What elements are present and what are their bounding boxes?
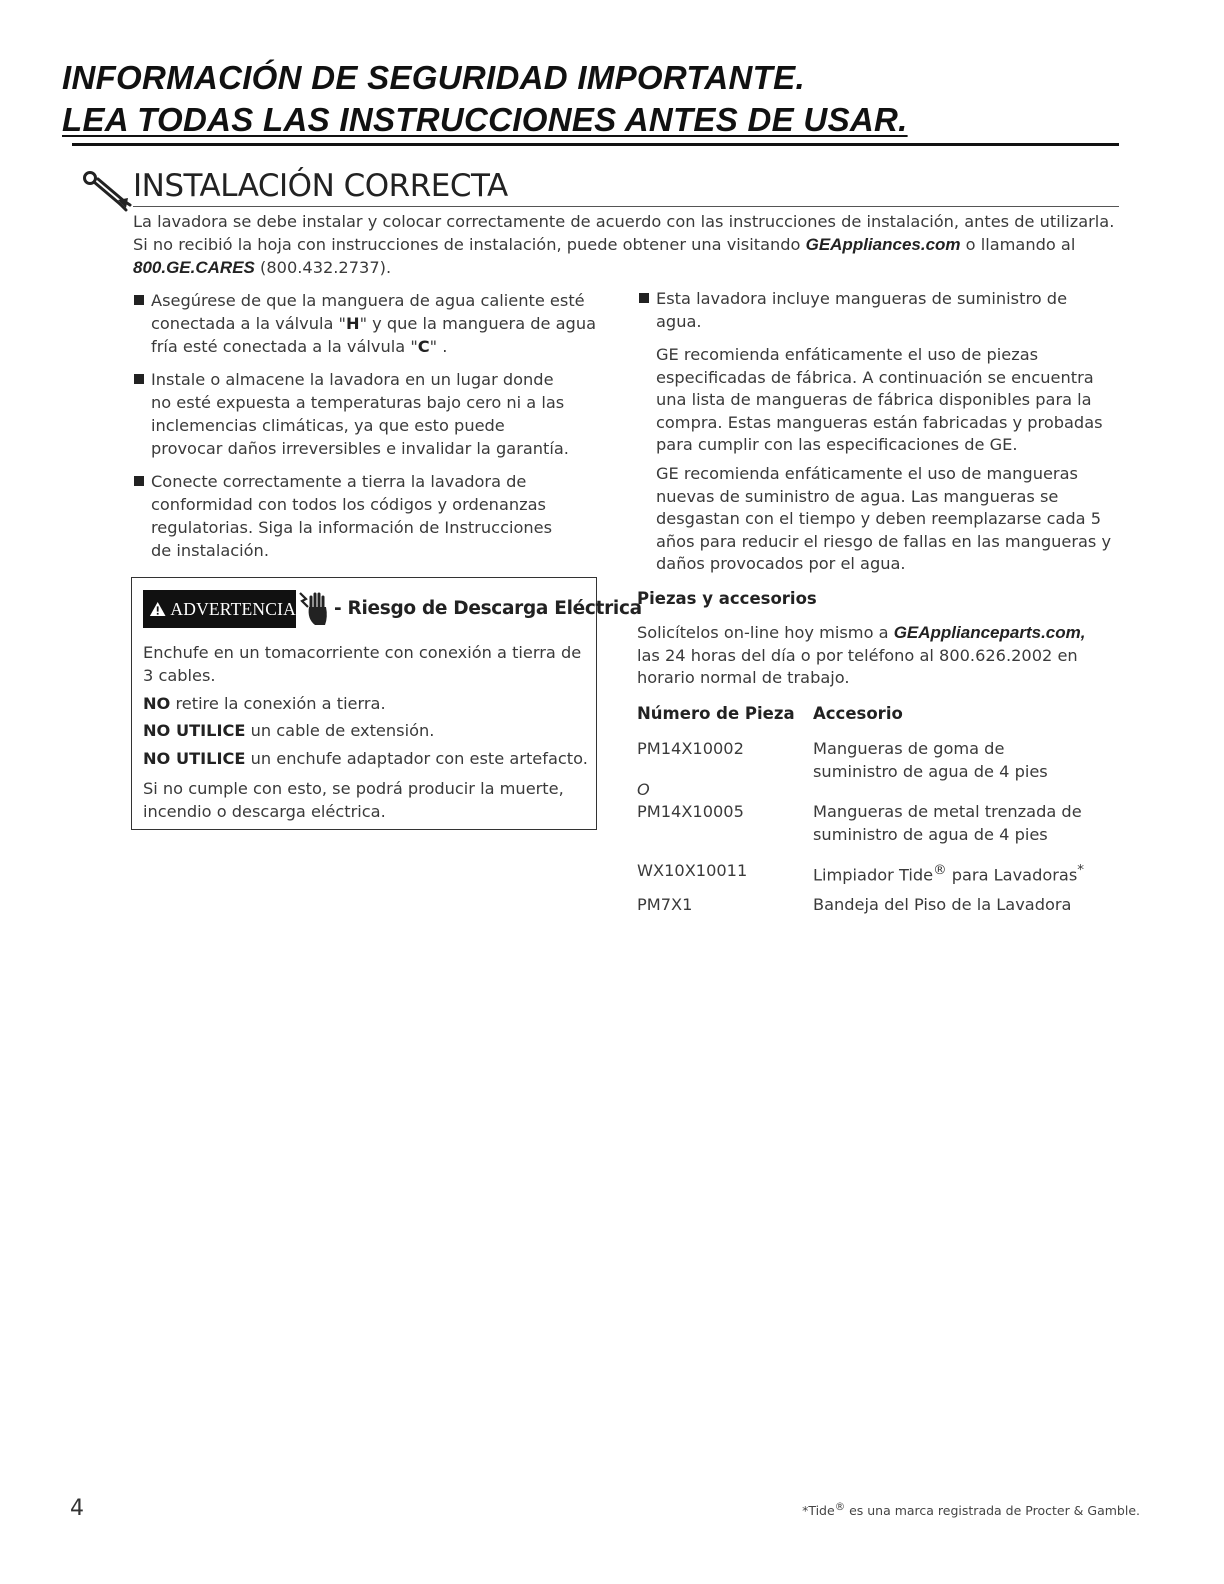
geappliances-link[interactable]: GEAppliances.com (805, 235, 961, 254)
warning-line-3 (143, 720, 593, 743)
table-row-2-accessory: Mangueras de metal trenzada de suministro de agua de 4 pies (813, 802, 1082, 844)
phone-number: (800.432.2737). (254, 258, 392, 277)
valve-h-label: H (346, 314, 360, 333)
table-row-4-accessory: Bandeja del Piso de la Lavadora (813, 895, 1072, 914)
warning-line-3-bold: NO UTILICE (143, 721, 246, 740)
bullet-square-icon (134, 295, 144, 305)
bullet-1-text-b: " y que la manguera de agua fría esté conectada a la válvula " (151, 314, 597, 356)
right-paragraph-2: GE recomienda enfáticamente el uso de mangueras nuevas de suministro de agua. Las mangueras se desgastan con el tiempo y deben reemplazarse cada 5 años para reducir el riesgo de fallas en las mangueras y daños provocados por el agua. (656, 464, 1112, 573)
warning-line-4-rest: un enchufe adaptador con este artefacto. (245, 749, 588, 768)
left-bullet-2 (151, 368, 576, 460)
tide-suffix: para Lavadoras (946, 865, 1078, 885)
header-line-2: LEA TODAS LAS INSTRUCCIONES ANTES DE USAR. (62, 101, 908, 138)
registered-mark: ® (933, 862, 947, 878)
warning-line-4 (143, 748, 593, 771)
bullet-square-icon (134, 374, 144, 384)
table-row-1-part: PM14X10002 (637, 739, 744, 758)
table-row-1-accessory: Mangueras de goma de suministro de agua de 4 pies (813, 739, 1048, 781)
intro-text-2: o llamando al (960, 235, 1076, 254)
geapplianceparts-link[interactable]: GEApplianceparts.com, (893, 623, 1086, 642)
warning-badge (143, 590, 296, 628)
bullet-1-text-c: " . (429, 337, 448, 356)
parts-intro-text-1: Solicítelos on-line hoy mismo a (637, 623, 894, 642)
wrench-icon (80, 170, 132, 220)
left-bullet-1 (151, 289, 596, 358)
warning-line-5: Si no cumple con esto, se podrá producir la muerte, incendio o descarga eléctrica. (143, 779, 564, 821)
bullet-square-icon (639, 293, 649, 303)
warning-line-1: Enchufe en un tomacorriente con conexión a tierra de 3 cables. (143, 643, 582, 685)
footnote-registered-mark: ® (834, 1501, 846, 1513)
page-number: 4 (70, 1496, 84, 1521)
footnote-star: * (1077, 862, 1085, 878)
right-bullet (656, 287, 1106, 333)
header-divider (72, 143, 1119, 146)
section-divider (133, 206, 1119, 207)
right-bullet-text: Esta lavadora incluye mangueras de suministro de agua. (656, 289, 1068, 331)
header-line-1: INFORMACIÓN DE SEGURIDAD IMPORTANTE. (62, 59, 805, 96)
bullet-2-text: Instale o almacene la lavadora en un lugar donde no esté expuesta a temperaturas bajo cero ni a las inclemencias climáticas, ya que esto puede provocar daños irreversibles e invalidar la garantía. (151, 370, 569, 458)
tide-name: Limpiador Tide (813, 865, 934, 885)
table-header-part-number: Número de Pieza (637, 704, 795, 723)
footnote-text-2: es una marca registrada de Procter & Gamble. (845, 1503, 1140, 1519)
warning-line-3-rest: un cable de extensión. (245, 721, 435, 740)
intro-text-1: La lavadora se debe instalar y colocar correctamente de acuerdo con las instrucciones de instalación, antes de utilizarla. Si no recibió la hoja con instrucciones de instalación, puede obtener una visitando (133, 212, 1115, 254)
warning-line-4-bold: NO UTILICE (143, 749, 246, 768)
table-row-2-part: PM14X10005 (637, 802, 744, 821)
warning-triangle-icon (149, 600, 166, 618)
footnote-text-1: *Tide (802, 1503, 835, 1519)
parts-heading: Piezas y accesorios (637, 589, 817, 608)
parts-intro (637, 622, 1107, 690)
right-paragraph-1: GE recomienda enfáticamente el uso de piezas especificadas de fábrica. A continuación se encuentra una lista de mangueras de fábrica disponibles para la compra. Estas mangueras están fabricadas y probadas para cumplir con las especificaciones de GE. (656, 345, 1103, 454)
table-row-3-accessory (813, 859, 1113, 886)
warning-title: - Riesgo de Descarga Eléctrica (334, 598, 642, 619)
phone-bold: 800.GE.CARES (133, 258, 255, 277)
table-header-accessory: Accesorio (813, 704, 903, 723)
parts-intro-text-2: las 24 horas del día o por teléfono al 800.626.2002 en horario normal de trabajo. (637, 645, 1078, 687)
warning-line-2-bold: NO (143, 694, 171, 713)
bullet-1-text-a: Asegúrese de que la manguera de agua caliente esté conectada a la válvula " (151, 291, 585, 333)
warning-line-2 (143, 693, 593, 716)
bullet-square-icon (134, 476, 144, 486)
bullet-3-text: Conecte correctamente a tierra la lavadora de conformidad con todos los códigos y ordenanzas regulatorias. Siga la información de Instrucciones de instalación. (151, 472, 553, 560)
warning-line-2-rest: retire la conexión a tierra. (170, 694, 386, 713)
valve-c-label: C (417, 337, 430, 356)
electric-shock-icon (297, 589, 331, 629)
table-row-4-part: PM7X1 (637, 895, 693, 914)
footnote (802, 1501, 1140, 1518)
table-row-or: O (637, 780, 650, 799)
warning-badge-label: ADVERTENCIA (170, 598, 296, 619)
left-bullet-3 (151, 470, 566, 562)
section-title: INSTALACIÓN CORRECTA (133, 168, 508, 204)
section-intro (133, 210, 1123, 279)
table-row-3-part: WX10X10011 (637, 861, 748, 880)
